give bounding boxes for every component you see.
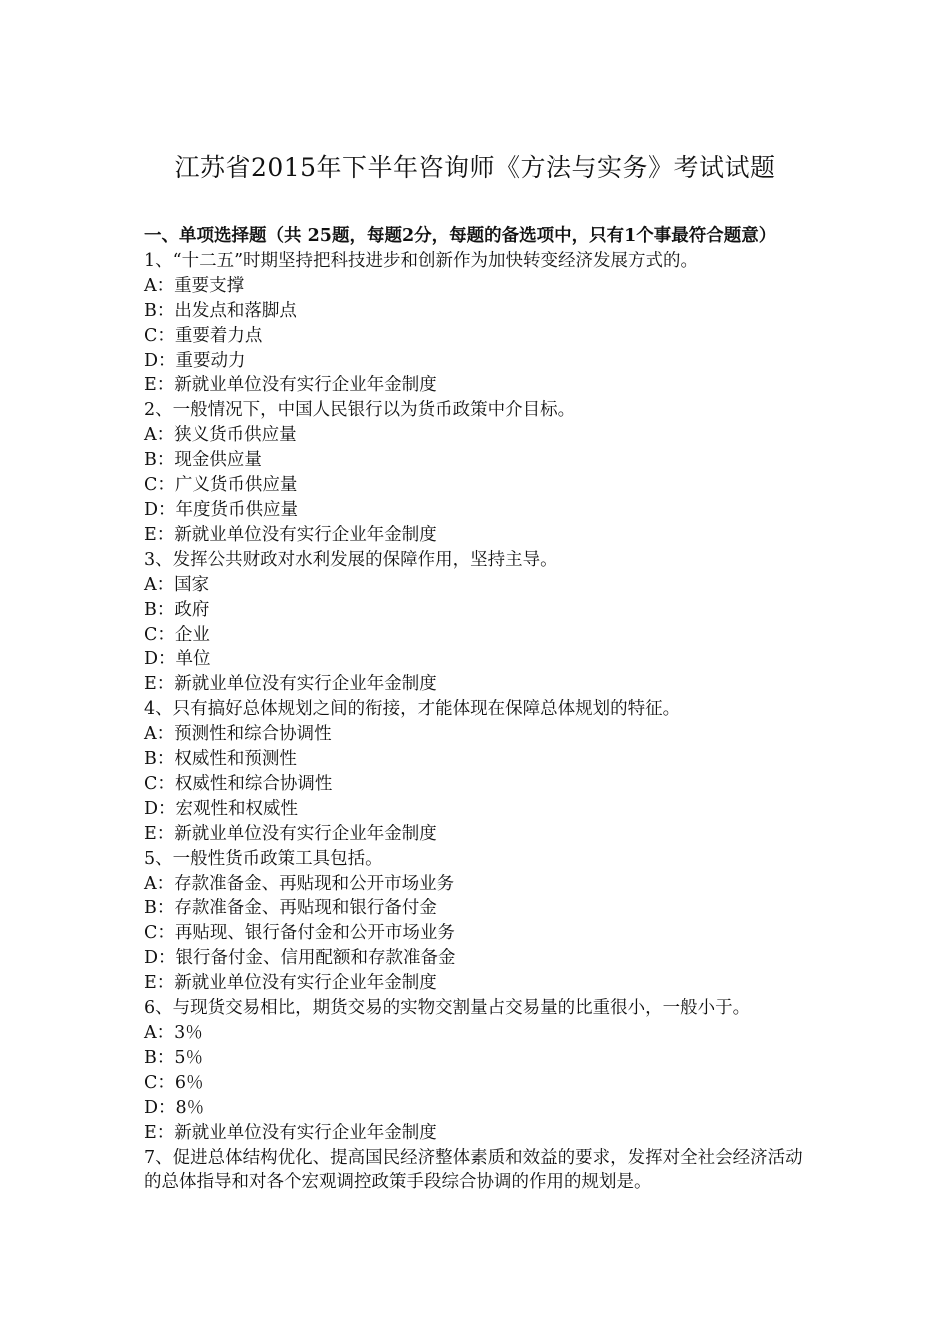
option-a: A：3％	[144, 1023, 203, 1043]
option-c: C：权威性和综合协调性	[144, 773, 333, 794]
option-a: A：重要支撑	[144, 275, 245, 296]
question-stem: 7、促进总体结构优化、提高国民经济整体素质和效益的要求，发挥对全社会经济活动的总体指导和对各个宏观调控政策手段综合协调的作用的规划是。	[144, 1147, 803, 1193]
option-b: B：出发点和落脚点	[144, 300, 297, 321]
question-1	[144, 249, 812, 398]
question-stem: 6、与现货交易相比，期货交易的实物交割量占交易量的比重很小，一般小于。	[144, 998, 751, 1019]
option-d: D：宏观性和权威性	[144, 798, 299, 819]
option-d: D：8％	[144, 1097, 205, 1118]
option-a: A：狭义货币供应量	[144, 425, 297, 446]
option-b: B：存款准备金、再贴现和银行备付金	[144, 898, 437, 919]
question-7	[144, 1146, 812, 1196]
option-b: B：权威性和预测性	[144, 749, 297, 770]
option-d: D：重要动力	[144, 350, 246, 371]
question-stem: 1、“十二五”时期坚持把科技进步和创新作为加快转变经济发展方式的。	[144, 250, 699, 271]
question-4	[144, 697, 812, 846]
question-5	[144, 847, 812, 996]
document-body	[144, 224, 812, 1195]
option-e: E：新就业单位没有实行企业年金制度	[144, 823, 437, 844]
option-b: B：5％	[144, 1047, 203, 1068]
question-stem: 3、发挥公共财政对水利发展的保障作用，坚持主导。	[144, 549, 558, 570]
question-3	[144, 548, 812, 697]
option-e: E：新就业单位没有实行企业年金制度	[144, 674, 437, 695]
option-c: C：6％	[144, 1072, 204, 1093]
option-a: A：国家	[144, 574, 210, 595]
question-6	[144, 996, 812, 1145]
option-a: A：预测性和综合协调性	[144, 724, 332, 745]
question-stem: 5、一般性货币政策工具包括。	[144, 848, 383, 869]
option-b: B：现金供应量	[144, 450, 262, 471]
document-title: 江苏省2015年下半年咨询师《方法与实务》考试试题	[174, 153, 776, 182]
option-a: A：存款准备金、再贴现和公开市场业务	[144, 873, 455, 894]
question-stem: 2、一般情况下，中国人民银行以为货币政策中介目标。	[144, 400, 576, 421]
option-d: D：单位	[144, 649, 211, 670]
option-d: D：年度货币供应量	[144, 499, 299, 520]
option-c: C：广义货币供应量	[144, 475, 298, 496]
option-d: D：银行备付金、信用配额和存款准备金	[144, 948, 456, 969]
option-c: C：企业	[144, 624, 210, 645]
option-c: C：重要着力点	[144, 325, 263, 346]
section-heading: 一、单项选择题（共 25题，每题2分，每题的备选项中，只有1个事最符合题意）	[144, 226, 777, 246]
option-e: E：新就业单位没有实行企业年金制度	[144, 524, 437, 545]
option-c: C：再贴现、银行备付金和公开市场业务	[144, 923, 455, 944]
question-stem: 4、只有搞好总体规划之间的衔接，才能体现在保障总体规划的特征。	[144, 699, 681, 720]
option-e: E：新就业单位没有实行企业年金制度	[144, 375, 437, 396]
option-e: E：新就业单位没有实行企业年金制度	[144, 1122, 437, 1143]
option-b: B：政府	[144, 599, 210, 620]
option-e: E：新就业单位没有实行企业年金制度	[144, 973, 437, 994]
question-2	[144, 398, 812, 547]
